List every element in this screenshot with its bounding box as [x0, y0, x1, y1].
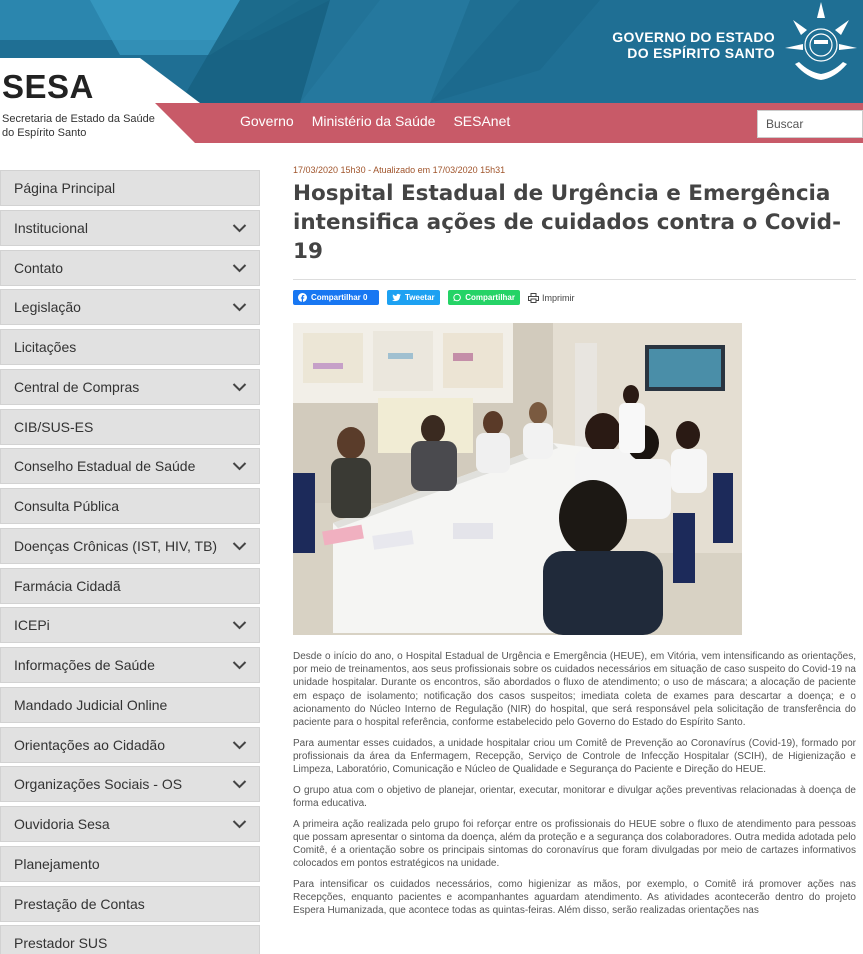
- sidebar-item-label: Licitações: [14, 339, 77, 355]
- chevron-down-icon[interactable]: [232, 779, 247, 789]
- sidebar-item-label: Mandado Judicial Online: [14, 696, 168, 713]
- top-nav-links: [240, 113, 510, 129]
- sidebar-menu: [0, 170, 260, 954]
- sidebar-item[interactable]: [0, 289, 260, 325]
- sidebar-item[interactable]: [0, 488, 260, 524]
- facebook-share-button[interactable]: [293, 290, 379, 305]
- sidebar-item[interactable]: [0, 806, 260, 842]
- share-bar: [293, 290, 856, 305]
- whatsapp-share-button[interactable]: [448, 290, 520, 305]
- government-label-line2: DO ESPÍRITO SANTO: [627, 45, 775, 61]
- sidebar-item[interactable]: [0, 528, 260, 564]
- meeting-photo: [293, 323, 742, 635]
- twitter-share-button[interactable]: [387, 290, 440, 305]
- article-photo: [293, 323, 742, 635]
- chevron-down-icon[interactable]: [232, 461, 247, 471]
- sidebar-item-label: Doenças Crônicas (IST, HIV, TB): [14, 537, 218, 554]
- print-button[interactable]: [528, 293, 575, 303]
- article-paragraph: Desde o início do ano, o Hospital Estadual de Urgência e Emergência (HEUE), em Vitória, vem intensificando as orientações, por meio de treinamentos, aos seus profissionais sobre os cuidados necessários em situação de caso suspeito do Covid-19 na unidade hospitalar. Durante os encontros, são abordados o fluxo de atendimento; o uso de máscara; a alocação de paciente em espaço de isolamento; notificação dos casos suspeitos; imediata coleta de exames para descartar a doença; e o acionamento do Núcleo Interno de Regulação (NIR) do hospital, que será responsável pela solicitação de transferência do paciente para o hospital referência, conforme estabelecido pelo Governo do Estado do Espírito Santo.: [293, 651, 856, 729]
- chevron-down-icon[interactable]: [232, 660, 247, 670]
- article-date: 17/03/2020 15h30 - Atualizado em 17/03/2020 15h31: [293, 165, 506, 175]
- sidebar-item[interactable]: [0, 647, 260, 683]
- sidebar-item-label: Contato: [14, 259, 64, 276]
- logo-title[interactable]: SESA: [2, 68, 94, 105]
- state-crest-icon: [781, 0, 861, 90]
- nav-link-ministerio-saude[interactable]: Ministério da Saúde: [311, 113, 436, 129]
- search-input[interactable]: [757, 110, 863, 138]
- article-paragraph: Para intensificar os cuidados necessários, como higienizar as mãos, por exemplo, o Comitê irá promover ações nas Recepções, enquanto pacientes e acompanhantes aguardam atendimento. As atividades acontecerão dentro do projeto Espera Humanizada, que acontece todas as quintas-feiras. Além disso, serão realizadas orientações nas: [293, 879, 856, 917]
- whatsapp-share-label: Compartilhar: [465, 293, 515, 302]
- article-paragraph: A primeira ação realizada pelo grupo foi reforçar entre os profissionais do HEUE sobre o fluxo de atendimento para pessoas que possam apresentar o sintoma da doença, além da proteção e a segurança dos colaboradores. Outra medida adotada pelo Comitê, é a orientação sobre os principais sintomas do coronavírus que foram divulgadas por meio de cartazes informativos colocados em pontos estratégicos na unidade.: [293, 818, 856, 870]
- sidebar-item[interactable]: [0, 687, 260, 723]
- facebook-share-label: Compartilhar 0: [311, 293, 368, 302]
- sidebar-item[interactable]: [0, 409, 260, 445]
- article-body: [293, 650, 856, 918]
- sidebar-item-label: Prestador SUS: [14, 935, 108, 952]
- sidebar-item-label: ICEPi: [14, 617, 50, 634]
- sidebar-item[interactable]: [0, 568, 260, 604]
- sidebar-item[interactable]: [0, 250, 260, 286]
- whatsapp-icon: [453, 293, 461, 302]
- sidebar-item[interactable]: [0, 727, 260, 763]
- chevron-down-icon[interactable]: [232, 819, 247, 829]
- sidebar-item[interactable]: [0, 329, 260, 365]
- sidebar-item-label: Farmácia Cidadã: [14, 577, 121, 594]
- sidebar-item[interactable]: [0, 170, 260, 206]
- twitter-share-label: Tweetar: [405, 293, 435, 302]
- chevron-down-icon[interactable]: [232, 541, 247, 551]
- sidebar-item[interactable]: [0, 886, 260, 922]
- sidebar-item-label: Legislação: [14, 299, 81, 316]
- print-label: Imprimir: [542, 292, 575, 303]
- article-paragraph: Para aumentar esses cuidados, a unidade hospitalar criou um Comitê de Prevenção ao Coronavírus (Covid-19), formado por profissionais da área da Enfermagem, Recepção, Serviço de Controle de Infecção Hospitalar (SCIH), de Higienização e Limpeza, Laboratório, Comunicação e Núcleo de Qualidade e Segurança do Paciente e Direção do HEUE.: [293, 737, 856, 776]
- sidebar-item-label: Orientações ao Cidadão: [14, 736, 165, 753]
- sidebar-item[interactable]: [0, 607, 260, 643]
- article-title: Hospital Estadual de Urgência e Emergência intensifica ações de cuidados contra o Covid-19: [293, 181, 841, 264]
- sidebar-item-label: Organizações Sociais - OS: [14, 776, 183, 793]
- sidebar-item-label: Ouvidoria Sesa: [14, 816, 110, 832]
- sidebar-item[interactable]: [0, 766, 260, 802]
- sidebar-item-label: Informações de Saúde: [14, 657, 155, 673]
- logo-subtitle: Secretaria de Estado da Saúde do Espírito Santo: [2, 113, 155, 139]
- chevron-down-icon[interactable]: [232, 263, 247, 273]
- sidebar-item-label: Planejamento: [14, 855, 100, 872]
- sidebar-item[interactable]: [0, 369, 260, 405]
- sidebar-item[interactable]: [0, 925, 260, 954]
- government-label[interactable]: [612, 29, 775, 61]
- chevron-down-icon[interactable]: [232, 620, 247, 630]
- nav-link-sesanet[interactable]: SESAnet: [453, 113, 511, 129]
- article-paragraph: O grupo atua com o objetivo de planejar, orientar, executar, monitorar e divulgar ações preventivas relacionadas à doença de forma educativa.: [293, 784, 856, 810]
- chevron-down-icon[interactable]: [232, 302, 247, 312]
- sidebar-item[interactable]: [0, 846, 260, 882]
- chevron-down-icon[interactable]: [232, 740, 247, 750]
- sidebar-item-label: Institucional: [14, 219, 88, 236]
- article: [293, 160, 856, 925]
- sidebar-item[interactable]: [0, 210, 260, 246]
- government-label-line1: GOVERNO DO ESTADO: [612, 29, 775, 45]
- sidebar-item[interactable]: [0, 448, 260, 484]
- nav-link-governo[interactable]: Governo: [240, 113, 294, 129]
- sidebar-item-label: Prestação de Contas: [14, 895, 145, 912]
- sidebar-item-label: Consulta Pública: [14, 498, 120, 514]
- printer-icon: [528, 293, 539, 303]
- twitter-icon: [392, 293, 401, 302]
- sidebar-item-label: Conselho Estadual de Saúde: [14, 458, 196, 475]
- facebook-icon: [298, 293, 307, 302]
- sidebar-item-label: Página Principal: [14, 180, 116, 196]
- sidebar-item-label: CIB/SUS-ES: [14, 418, 94, 435]
- divider: [293, 279, 856, 280]
- site-header: [0, 0, 863, 144]
- chevron-down-icon[interactable]: [232, 223, 247, 233]
- chevron-down-icon[interactable]: [232, 382, 247, 392]
- sidebar-item-label: Central de Compras: [14, 378, 140, 395]
